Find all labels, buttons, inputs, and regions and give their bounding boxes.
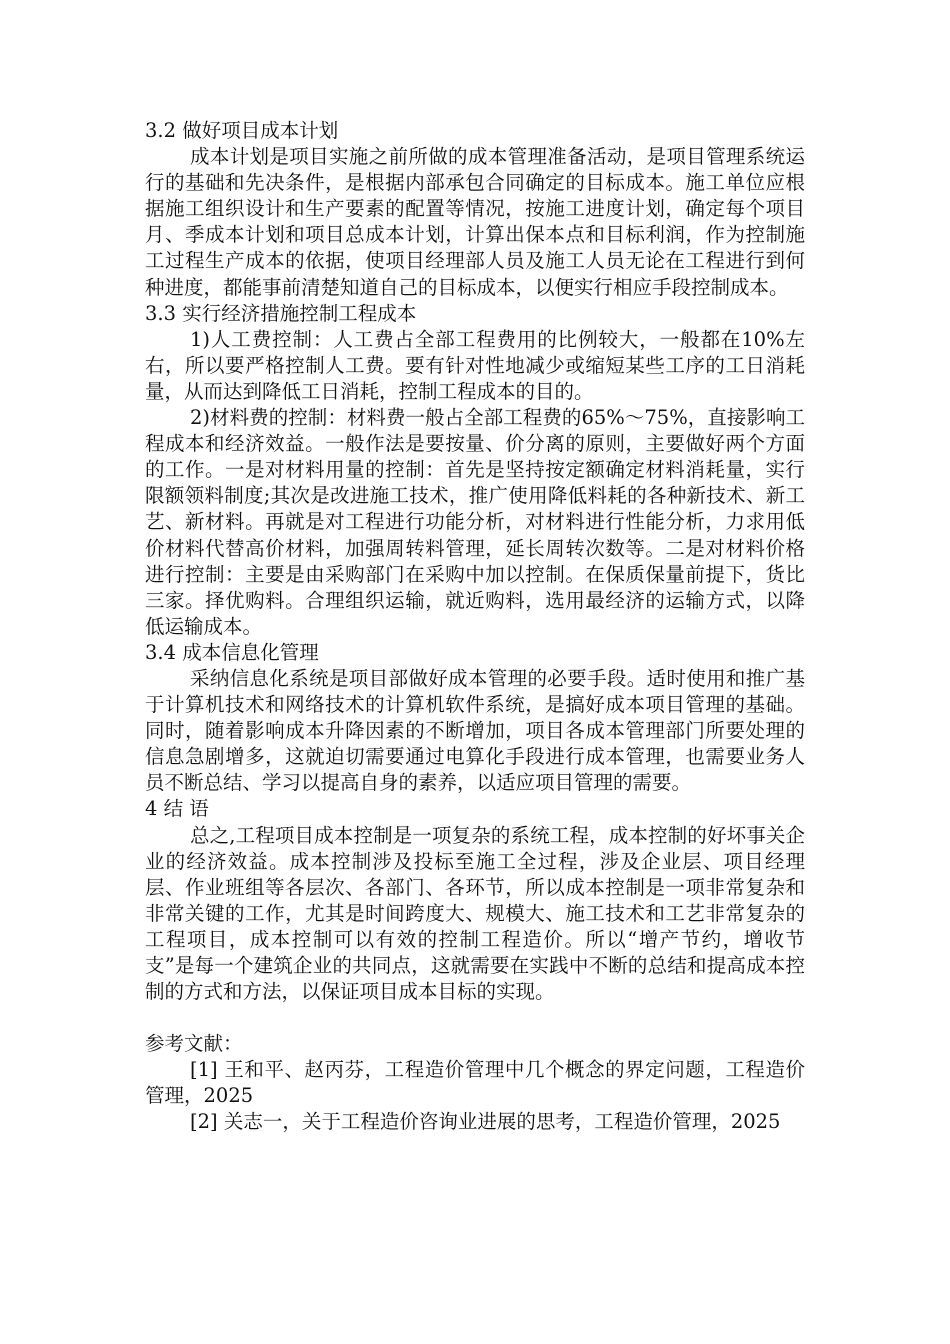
section-heading: 4 结 语 bbox=[145, 797, 209, 821]
blank-line bbox=[145, 1005, 805, 1031]
reference-item: [1] 王和平、赵丙芬，工程造价管理中几个概念的界定问题，工程造价管理，2025 bbox=[145, 1058, 805, 1108]
paragraph: 1)人工费控制：人工费占全部工程费用的比例较大，一般都在10%左右，所以要严格控制人工费。要有针对性地减少或缩短某些工序的工日消耗量，从而达到降低工日消耗，控制工程成本的目的。 bbox=[145, 327, 805, 403]
references-title: 参考文献： bbox=[145, 1032, 243, 1056]
section-heading: 3.3 实行经济措施控制工程成本 bbox=[145, 301, 417, 325]
paragraph: 采纳信息化系统是项目部做好成本管理的必要手段。适时使用和推广基于计算机技术和网络技术的计算机软件系统，是搞好成本项目管理的基础。同时，随着影响成本升降因素的不断增加，项目各成本管理部门所要处理的信息急剧增多，这就迫切需要通过电算化手段进行成本管理，也需要业务人员不断总结、学习以提高自身的素养，以适应项目管理的需要。 bbox=[145, 666, 805, 795]
reference-item: [2] 关志一，关于工程造价咨询业进展的思考，工程造价管理，2025 bbox=[190, 1110, 781, 1134]
paragraph: 2)材料费的控制：材料费一般占全部工程费的65%～75%，直接影响工程成本和经济效益。一般作法是要按量、价分离的原则，主要做好两个方面的工作。一是对材料用量的控制：首先是坚持按定额确定材料消耗量，实行限额领料制度;其次是改进施工技术，推广使用降低料耗的各种新技术、新工艺、新材料。再就是对工程进行功能分析，对材料进行性能分析，力求用低价材料代替高价材料，加强周转料管理，延长周转次数等。二是对材料价格进行控制：主要是由采购部门在采购中加以控制。在保质保量前提下，货比三家。择优购料。合理组织运输，就近购料，选用最经济的运输方式，以降低运输成本。 bbox=[145, 406, 805, 638]
paragraph: 成本计划是项目实施之前所做的成本管理准备活动，是项目管理系统运行的基础和先决条件，是根据内部承包合同确定的目标成本。施工单位应根据施工组织设计和生产要素的配置等情况，按施工进度计划，确定每个项目月、季成本计划和项目总成本计划，计算出保本点和目标利润，作为控制施工过程生产成本的依据，使项目经理部人员及施工人员无论在工程进行到何种进度，都能事前清楚知道自己的目标成本，以便实行相应手段控制成本。 bbox=[145, 145, 805, 299]
section-heading: 3.2 做好项目成本计划 bbox=[145, 119, 339, 142]
document-body bbox=[145, 118, 805, 1136]
paragraph: 总之,工程项目成本控制是一项复杂的系统工程，成本控制的好坏事关企业的经济效益。成本控制涉及投标至施工全过程，涉及企业层、项目经理层、作业班组等各层次、各部门、各环节，所以成本控制是一项非常复杂和非常关键的工作，尤其是时间跨度大、规模大、施工技术和工艺非常复杂的工程项目，成本控制可以有效的控制工程造价。所以“增产节约，增收节支”是每一个建筑企业的共同点，这就需要在实践中不断的总结和提高成本控制的方式和方法，以保证项目成本目标的实现。 bbox=[145, 823, 805, 1004]
section-heading: 3.4 成本信息化管理 bbox=[145, 640, 319, 664]
